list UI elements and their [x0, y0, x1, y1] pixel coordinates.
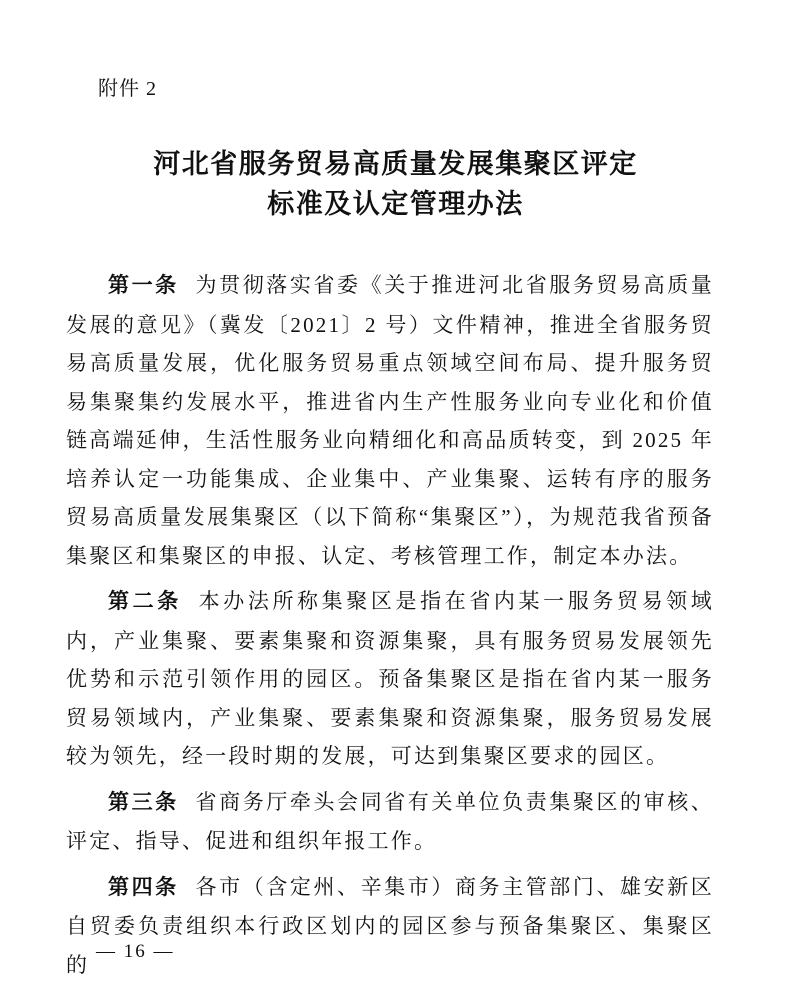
article-4	[66, 868, 714, 985]
article-4-text: 各市（含定州、辛集市）商务主管部门、雄安新区自贸委负责组织本行政区划内的园区参与预备集聚区、集聚区的	[66, 874, 714, 977]
attachment-label: 附件 2	[98, 78, 157, 100]
article-3-text: 省商务厅牵头会同省有关单位负责集聚区的审核、评定、指导、促进和组织年报工作。	[66, 789, 714, 853]
article-1-text: 为贯彻落实省委《关于推进河北省服务贸易高质量发展的意见》（冀发〔2021〕2 号）文件精神，推进全省服务贸易高质量发展，优化服务贸易重点领域空间布局、提升服务贸易集聚集约发展水平，推进省内生产性服务业向专业化和价值链高端延伸，生活性服务业向精细化和高品质转变，到 2025 年培养认定一功能集成、企业集中、产业集聚、运转有序的服务贸易高质量发展集聚区（以下简称“集聚区”），为规范我省预备集聚区和集聚区的申报、认定、考核管理工作，制定本办法。	[66, 273, 714, 568]
page-number: — 16 —	[96, 941, 175, 962]
document-title	[0, 144, 791, 224]
article-1	[66, 266, 714, 575]
document-body	[66, 266, 714, 991]
article-4-label: 第四条	[108, 875, 179, 899]
article-2-text: 本办法所称集聚区是指在省内某一服务贸易领域内，产业集聚、要素集聚和资源集聚，具有服务贸易发展领先优势和示范引领作用的园区。预备集聚区是指在省内某一服务贸易领域内，产业集聚、要素集聚和资源集聚，服务贸易发展较为领先，经一段时期的发展，可达到集聚区要求的园区。	[66, 589, 714, 768]
article-2-label: 第二条	[108, 590, 182, 613]
document-title-line-1: 河北省服务贸易高质量发展集聚区评定	[153, 149, 638, 179]
article-2	[66, 582, 714, 776]
document-title-line-2: 标准及认定管理办法	[267, 189, 524, 219]
article-1-label: 第一条	[108, 274, 179, 297]
article-3-label: 第三条	[108, 790, 179, 814]
article-3	[66, 783, 714, 861]
